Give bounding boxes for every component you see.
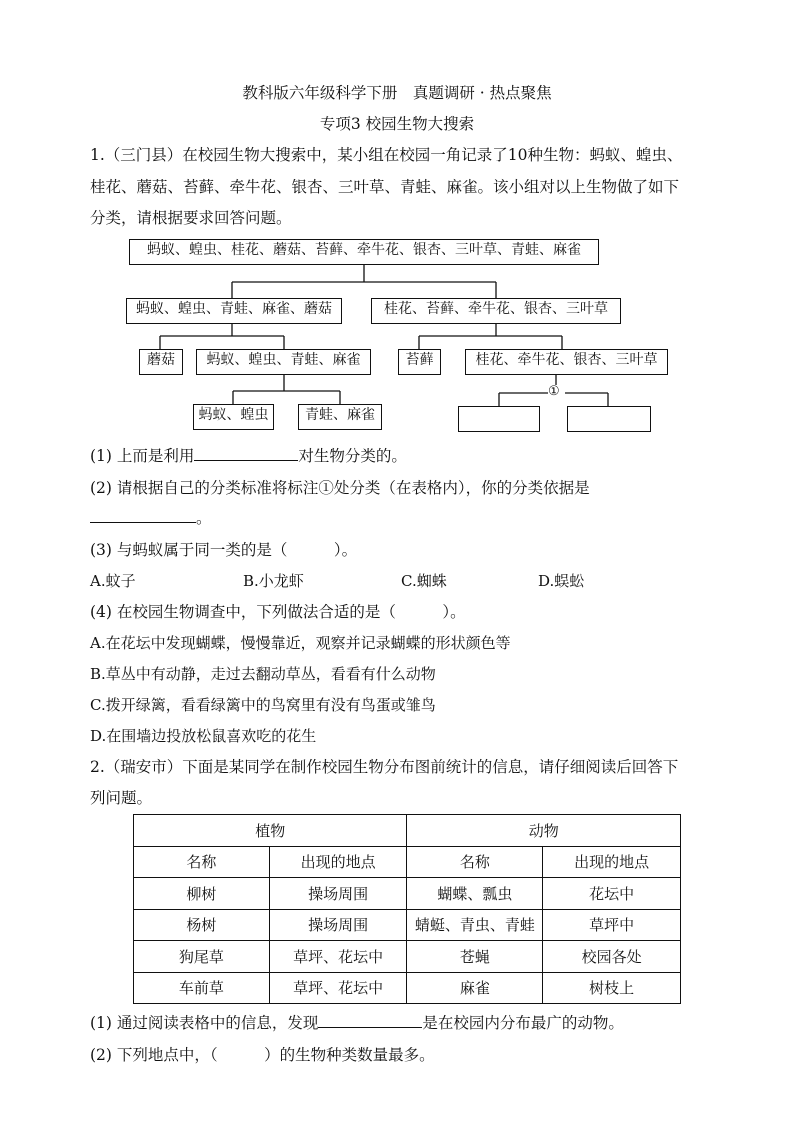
tree-left-b-box: 蚂蚁、蝗虫、青蛙、麻雀 <box>196 349 371 375</box>
tree-right-b-box: 桂花、牵牛花、银杏、三叶草 <box>465 349 668 375</box>
table-cell: 苍蝇 <box>407 941 543 973</box>
q1-sub4-option-a[interactable]: A.在花坛中发现蝴蝶，慢慢靠近，观察并记录蝴蝶的形状颜色等 <box>90 634 511 652</box>
section-subtitle: 专项3 校园生物大搜索 <box>319 115 475 133</box>
animal-group-header: 动物 <box>407 815 681 847</box>
tree-left-a-box: 蘑菇 <box>139 349 183 375</box>
tree-right-a-box: 苔藓 <box>398 349 441 375</box>
q1-sub1-answer-blank[interactable] <box>194 446 298 461</box>
page-title: 教科版六年级科学下册 真题调研 · 热点聚焦 <box>242 84 552 102</box>
q2-sub1-suffix: 是在校园内分布最广的动物。 <box>422 1014 624 1032</box>
q1-sub2-line1: (2) 请根据自己的分类标准将标注①处分类（在表格内），你的分类依据是 <box>90 479 590 497</box>
column-header: 出现的地点 <box>543 846 681 878</box>
table-cell: 车前草 <box>134 972 270 1004</box>
table-row <box>134 909 681 941</box>
column-header: 出现的地点 <box>269 846 407 878</box>
table-cell: 杨树 <box>134 909 270 941</box>
q2-sub2: (2) 下列地点中，（ ）的生物种类数量最多。 <box>90 1046 435 1064</box>
q1-sub4-option-b[interactable]: B.草丛中有动静，走过去翻动草丛，看看有什么动物 <box>90 665 436 683</box>
table-column-header-row <box>134 846 681 878</box>
q1-sub1-suffix: 对生物分类的。 <box>298 447 407 465</box>
table-cell: 草坪中 <box>543 909 681 941</box>
tree-left-box: 蚂蚁、蝗虫、青蛙、麻雀、蘑菇 <box>126 298 342 324</box>
q1-sub3-option-b[interactable]: B.小龙虾 <box>243 572 304 590</box>
table-cell: 蝴蝶、瓢虫 <box>407 878 543 910</box>
q1-sub3-option-c[interactable]: C.蜘蛛 <box>401 572 447 590</box>
q2-intro-line2: 列问题。 <box>90 789 153 807</box>
q1-sub4-option-c[interactable]: C.拨开绿篱，看看绿篱中的鸟窝里有没有鸟蛋或雏鸟 <box>90 696 436 714</box>
q1-sub2-suffix: 。 <box>196 509 212 527</box>
q1-intro-line1: 1.（三门县）在校园生物大搜索中，某小组在校园一角记录了10种生物：蚂蚁、蝗虫、 <box>90 146 683 164</box>
tree-connectors <box>0 0 794 440</box>
answer-box-2[interactable] <box>567 406 651 432</box>
table-cell: 花坛中 <box>543 878 681 910</box>
q1-sub2-answer-blank[interactable] <box>90 508 196 523</box>
plant-group-header: 植物 <box>134 815 407 847</box>
tree-root-box: 蚂蚁、蝗虫、桂花、蘑菇、苔藓、牵牛花、银杏、三叶草、青蛙、麻雀 <box>129 239 599 265</box>
q2-sub1 <box>90 1013 624 1033</box>
table-cell: 操场周围 <box>269 909 407 941</box>
table-cell: 柳树 <box>134 878 270 910</box>
organism-table <box>133 814 681 1004</box>
table-group-header-row <box>134 815 681 847</box>
q1-sub3-option-a[interactable]: A.蚊子 <box>90 572 136 590</box>
tree-right-box: 桂花、苔藓、牵牛花、银杏、三叶草 <box>371 298 621 324</box>
column-header: 名称 <box>134 846 270 878</box>
q1-intro-line3: 分类，请根据要求回答问题。 <box>90 209 292 227</box>
table-cell: 蜻蜓、青虫、青蛙 <box>407 909 543 941</box>
table-cell: 操场周围 <box>269 878 407 910</box>
q2-intro-line1: 2.（瑞安市）下面是某同学在制作校园生物分布图前统计的信息，请仔细阅读后回答下 <box>90 758 679 776</box>
table-row <box>134 941 681 973</box>
column-header: 名称 <box>407 846 543 878</box>
q1-sub3: (3) 与蚂蚁属于同一类的是（ ）。 <box>90 541 358 559</box>
q1-sub1-prefix: (1) 上而是利用 <box>90 447 195 465</box>
table-cell: 狗尾草 <box>134 941 270 973</box>
tree-left-b1-box: 蚂蚁、蝗虫 <box>193 404 274 430</box>
q1-sub3-option-d[interactable]: D.蜈蚣 <box>538 572 585 590</box>
table-cell: 树枝上 <box>543 972 681 1004</box>
answer-box-1[interactable] <box>458 406 540 432</box>
table-cell: 校园各处 <box>543 941 681 973</box>
tree-marker-1: ① <box>548 384 560 399</box>
table-cell: 草坪、花坛中 <box>269 972 407 1004</box>
table-cell: 草坪、花坛中 <box>269 941 407 973</box>
q2-sub1-prefix: (1) 通过阅读表格中的信息，发现 <box>90 1014 319 1032</box>
table-cell: 麻雀 <box>407 972 543 1004</box>
q1-sub2-line2 <box>90 508 212 528</box>
table-row <box>134 878 681 910</box>
table-row <box>134 972 681 1004</box>
tree-left-b2-box: 青蛙、麻雀 <box>298 404 382 430</box>
q1-sub4: (4) 在校园生物调查中，下列做法合适的是（ ）。 <box>90 603 466 621</box>
q1-sub4-option-d[interactable]: D.在围墙边投放松鼠喜欢吃的花生 <box>90 727 317 745</box>
q1-sub1 <box>90 446 407 466</box>
q1-intro-line2: 桂花、蘑菇、苔藓、牵牛花、银杏、三叶草、青蛙、麻雀。该小组对以上生物做了如下 <box>90 178 680 196</box>
q2-sub1-answer-blank[interactable] <box>318 1013 422 1028</box>
